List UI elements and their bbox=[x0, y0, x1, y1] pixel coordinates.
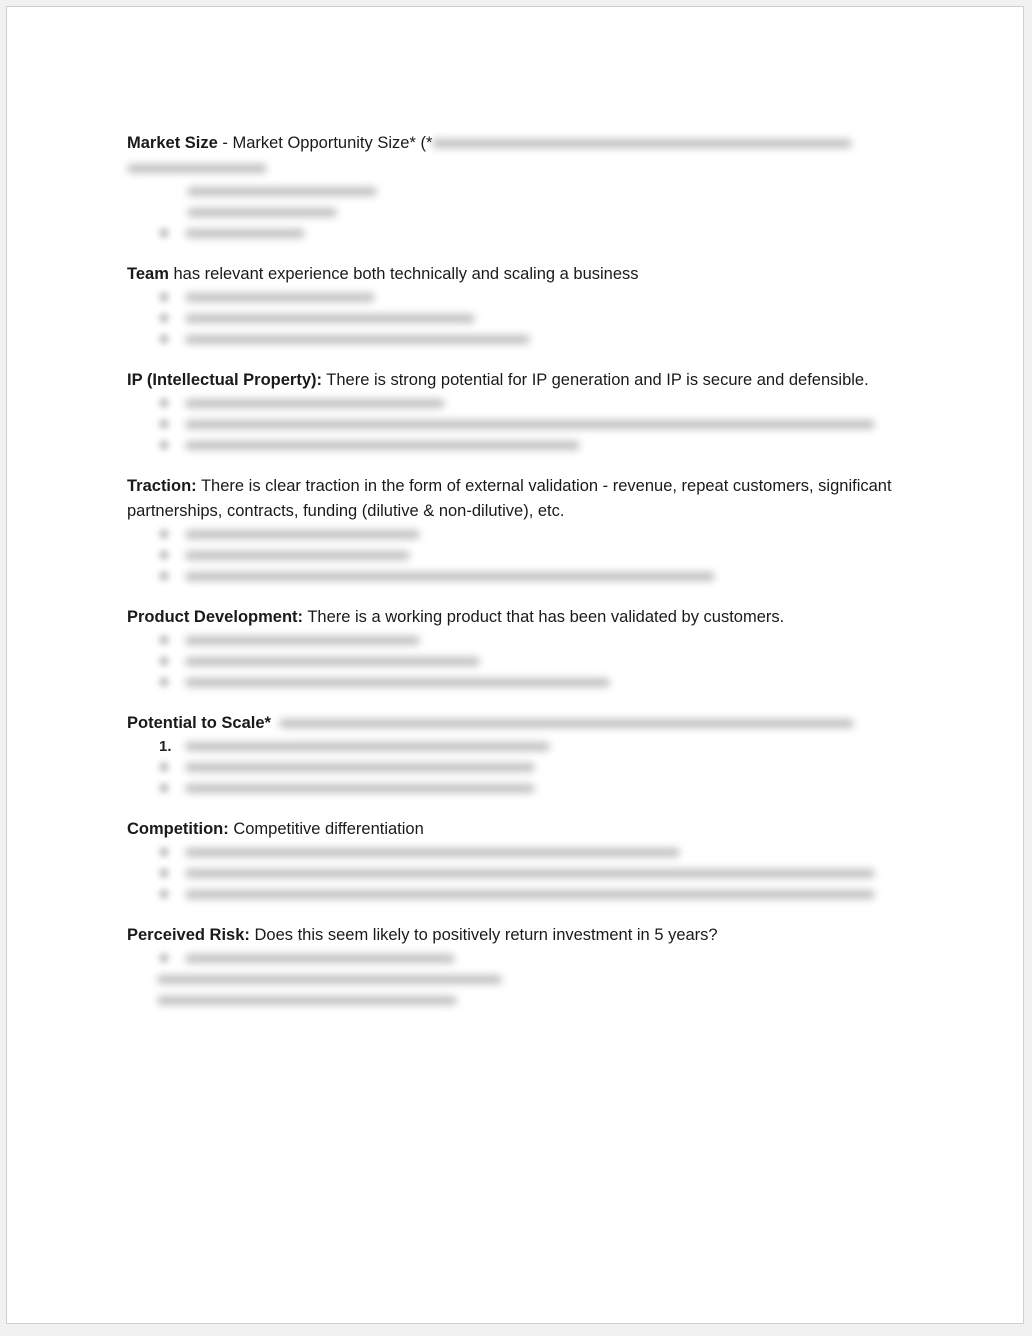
section-heading bbox=[127, 474, 902, 524]
section-heading bbox=[127, 711, 902, 736]
list-item bbox=[127, 884, 902, 905]
section-title: Market Size bbox=[127, 134, 218, 152]
list-item bbox=[127, 672, 902, 693]
section-heading bbox=[127, 605, 902, 630]
list-number: 1. bbox=[159, 738, 172, 755]
section-ip bbox=[127, 368, 902, 456]
section-title: Potential to Scale* bbox=[127, 714, 271, 732]
list-item bbox=[127, 223, 902, 244]
section-heading bbox=[127, 923, 902, 948]
section-title: Competition: bbox=[127, 820, 229, 838]
section-text: There is a working product that has been validated by customers. bbox=[303, 608, 785, 626]
section-heading bbox=[127, 262, 902, 287]
list-item bbox=[127, 990, 902, 1011]
section-text: Does this seem likely to positively return investment in 5 years? bbox=[249, 926, 718, 944]
section-potential-to-scale bbox=[127, 711, 902, 799]
list-item bbox=[127, 651, 902, 672]
section-team bbox=[127, 262, 902, 350]
list-item bbox=[127, 863, 902, 884]
criteria-list bbox=[127, 842, 902, 905]
section-title: Product Development: bbox=[127, 608, 304, 626]
criteria-list bbox=[127, 393, 902, 456]
redacted-text bbox=[432, 139, 852, 148]
list-item bbox=[127, 566, 902, 587]
list-item bbox=[127, 202, 902, 223]
list-item bbox=[127, 630, 902, 651]
list-item bbox=[127, 948, 902, 969]
section-text: There is clear traction in the form of external validation - revenue, repeat customers, significant partnerships, contracts, funding (dilutive & non-dilutive), etc. bbox=[127, 477, 892, 520]
section-title: IP (Intellectual Property): bbox=[127, 371, 322, 389]
section-market-size bbox=[127, 131, 902, 244]
criteria-list bbox=[127, 948, 902, 1011]
section-title: Traction: bbox=[127, 477, 197, 495]
criteria-list bbox=[127, 287, 902, 350]
criteria-list bbox=[127, 181, 902, 244]
list-item bbox=[127, 414, 902, 435]
document-page bbox=[6, 6, 1024, 1324]
list-item bbox=[127, 287, 902, 308]
section-heading bbox=[127, 368, 902, 393]
list-item bbox=[127, 969, 902, 990]
list-item bbox=[127, 393, 902, 414]
list-item bbox=[127, 435, 902, 456]
criteria-list bbox=[127, 524, 902, 587]
section-perceived-risk bbox=[127, 923, 902, 1011]
section-competition bbox=[127, 817, 902, 905]
list-item bbox=[127, 757, 902, 778]
list-item bbox=[127, 181, 902, 202]
list-item bbox=[127, 308, 902, 329]
list-item bbox=[127, 736, 902, 757]
section-heading bbox=[127, 817, 902, 842]
list-item bbox=[127, 329, 902, 350]
section-text: There is strong potential for IP generation and IP is secure and defensible. bbox=[322, 371, 869, 389]
redacted-text bbox=[279, 719, 854, 728]
section-product-development bbox=[127, 605, 902, 693]
list-item bbox=[127, 524, 902, 545]
criteria-list bbox=[127, 630, 902, 693]
section-text: Competitive differentiation bbox=[228, 820, 424, 838]
document-body bbox=[127, 131, 902, 1011]
section-traction bbox=[127, 474, 902, 587]
list-item bbox=[127, 778, 902, 799]
redacted-text bbox=[127, 164, 267, 173]
section-title: Perceived Risk: bbox=[127, 926, 250, 944]
section-text: - Market Opportunity Size* (* bbox=[217, 134, 433, 152]
section-heading bbox=[127, 131, 902, 181]
criteria-list bbox=[127, 736, 902, 799]
list-item bbox=[127, 545, 902, 566]
list-item bbox=[127, 842, 902, 863]
section-text: has relevant experience both technically and scaling a business bbox=[168, 265, 639, 283]
section-title: Team bbox=[127, 265, 169, 283]
